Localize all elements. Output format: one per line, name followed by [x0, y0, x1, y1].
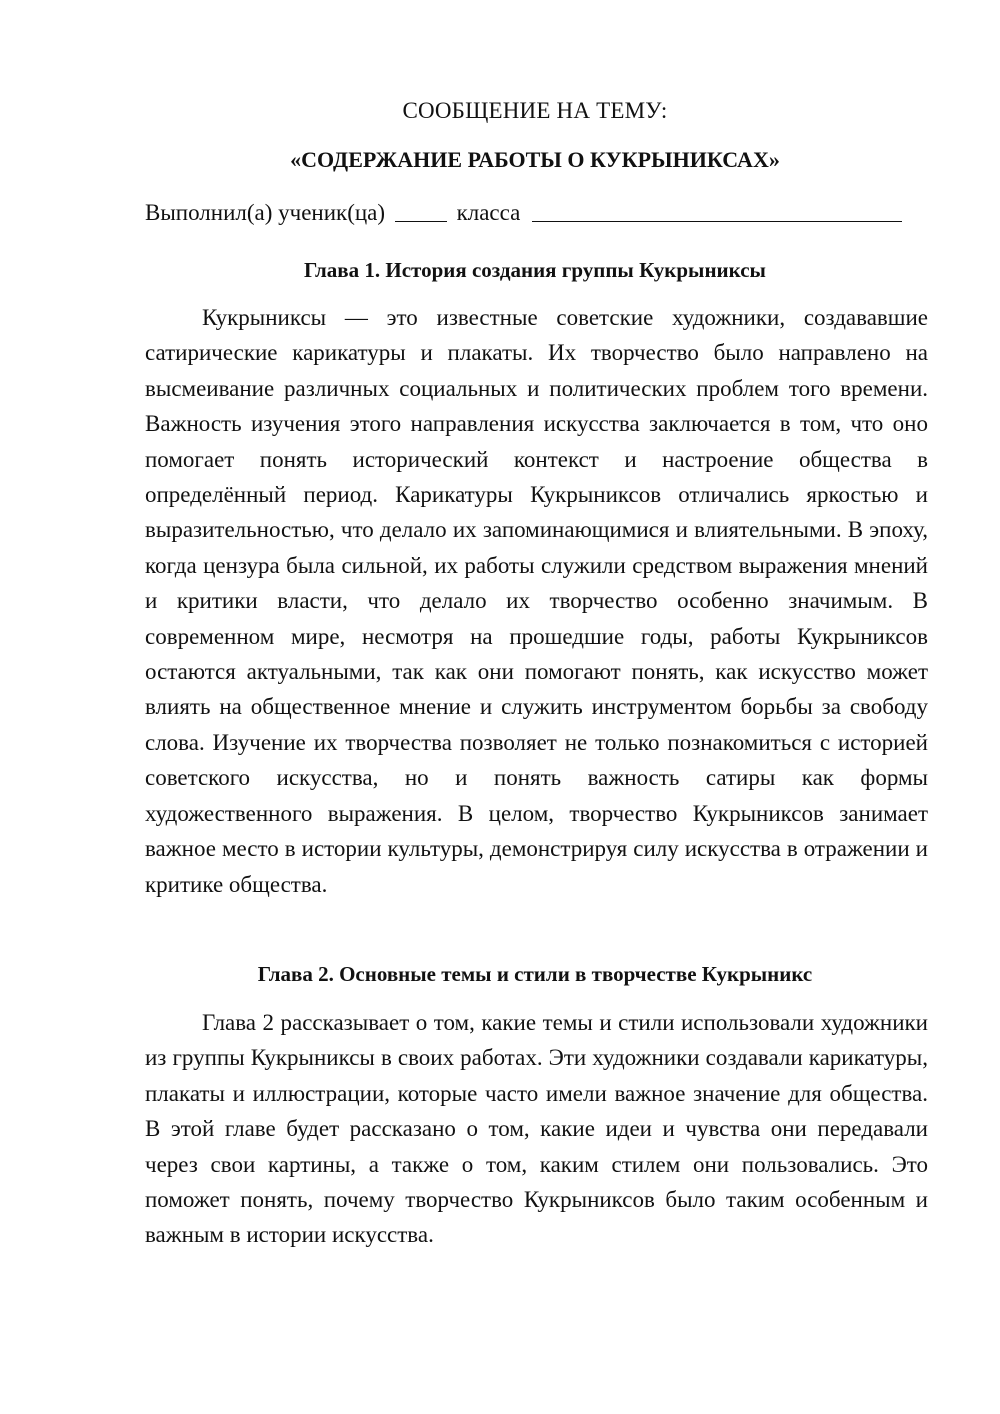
author-line: [145, 197, 935, 228]
class-number-blank: [395, 199, 447, 222]
document-title-topic: СООБЩЕНИЕ НА ТЕМУ:: [402, 98, 668, 123]
chapter-1-heading: Глава 1. История создания группы Кукрыниксы: [304, 258, 766, 282]
document-title-subject: «СОДЕРЖАНИЕ РАБОТЫ О КУКРЫНИКСАХ»: [290, 147, 780, 172]
author-class-word: класса: [456, 200, 521, 225]
chapter-1-paragraph: Кукрыниксы — это известные советские художники, создававшие сатирические карикатуры и плакаты. Их творчество было направлено на высмеивание различных социальных и политических проблем того времени. Важность изучения этого направления искусства заключается в том, что оно помогает понять исторический контекст и настроение общества в определённый период. Карикатуры Кукрыниксов отличались яркостью и выразительностью, что делало их запоминающимися и влиятельными. В эпоху, когда цензура была сильной, их работы служили средством выражения мнений и критики власти, что делало их творчество особенно значимым. В современном мире, несмотря на прошедшие годы, работы Кукрыниксов остаются актуальными, так как они помогают понять, как искусство может влиять на общественное мнение и служить инструментом борьбы за свободу слова. Изучение их творчества позволяет не только познакомиться с историей советского искусства, но и понять важность сатиры как формы художественного выражения. В целом, творчество Кукрыниксов занимает важное место в истории культуры, демонстрируя силу искусства в отражении и критике общества.: [145, 305, 928, 897]
chapter-2-heading: Глава 2. Основные темы и стили в творчестве Кукрыникс: [257, 962, 813, 986]
chapter-2-paragraph: Глава 2 рассказывает о том, какие темы и стили использовали художники из группы Кукрыниксы в своих работах. Эти художники создавали карикатуры, плакаты и иллюстрации, которые часто имели важное значение для общества. В этой главе будет рассказано о том, какие идеи и чувства они передавали через свои картины, а также о том, каким стилем они пользовались. Это поможет понять, почему творчество Кукрыниксов было таким особенным и важным в истории искусства.: [145, 1010, 928, 1248]
author-prefix: Выполнил(а) ученик(ца): [145, 200, 386, 225]
student-name-blank: [532, 199, 902, 222]
